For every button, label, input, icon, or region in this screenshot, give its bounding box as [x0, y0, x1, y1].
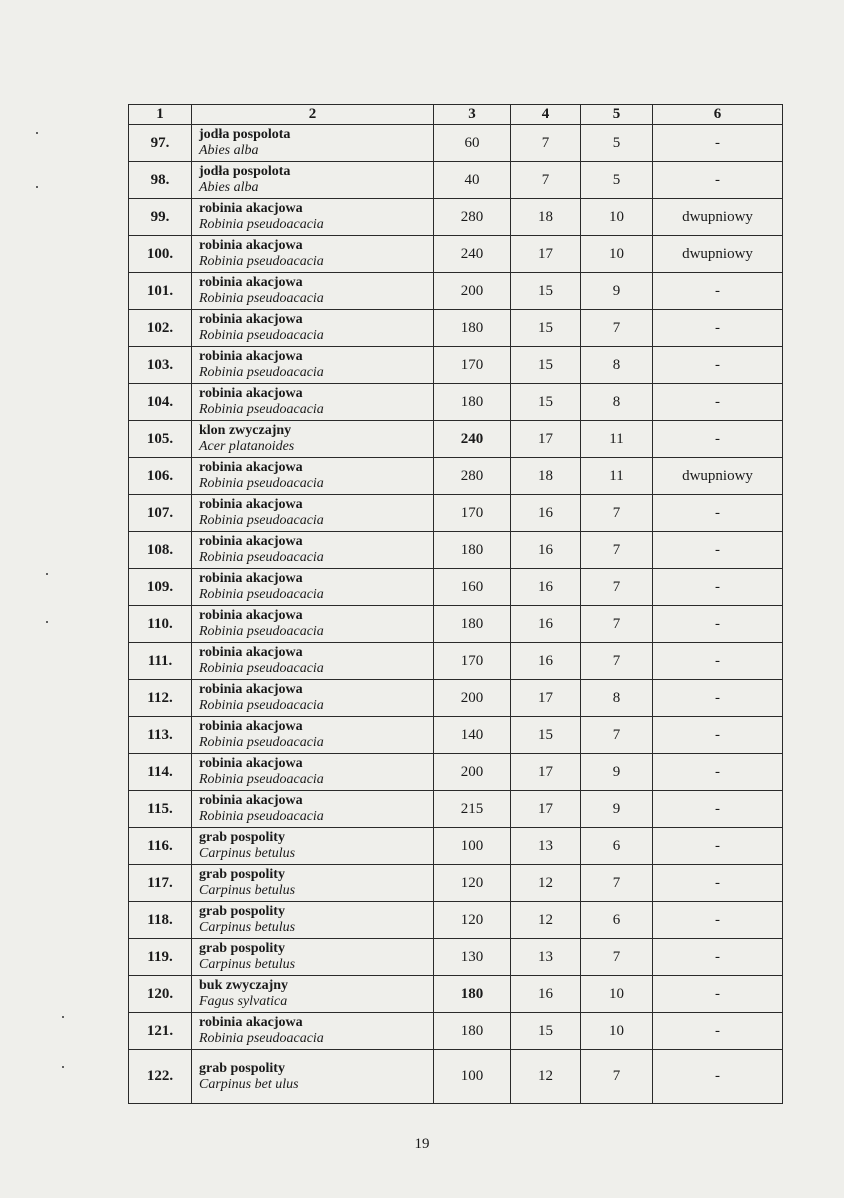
- table-row: [129, 1013, 783, 1050]
- col4-value: 18: [511, 458, 581, 495]
- table-row: [129, 273, 783, 310]
- col6-note: -: [653, 717, 783, 754]
- species-cell: [192, 717, 434, 754]
- row-number: 118.: [129, 902, 192, 939]
- column-header: 5: [581, 105, 653, 125]
- col5-value: 7: [581, 495, 653, 532]
- species-cell: [192, 828, 434, 865]
- col6-note: -: [653, 273, 783, 310]
- species-polish-name: buk zwyczajny: [199, 978, 289, 993]
- species-polish-name: jodła pospolota: [199, 164, 291, 179]
- species-latin-name: Robinia pseudoacacia: [199, 217, 324, 232]
- col3-value: 240: [434, 236, 511, 273]
- row-number: 101.: [129, 273, 192, 310]
- scan-speck: [46, 621, 48, 623]
- col3-value: 200: [434, 754, 511, 791]
- col4-value: 16: [511, 643, 581, 680]
- col4-value: 7: [511, 125, 581, 162]
- species-cell: [192, 384, 434, 421]
- col3-value: 140: [434, 717, 511, 754]
- species-cell: [192, 199, 434, 236]
- col4-value: 15: [511, 310, 581, 347]
- col5-value: 5: [581, 125, 653, 162]
- col3-value: 180: [434, 976, 511, 1013]
- col5-value: 7: [581, 865, 653, 902]
- col5-value: 10: [581, 976, 653, 1013]
- col4-value: 15: [511, 384, 581, 421]
- species-polish-name: robinia akacjowa: [199, 201, 303, 216]
- row-number: 119.: [129, 939, 192, 976]
- species-cell: [192, 125, 434, 162]
- col4-value: 17: [511, 236, 581, 273]
- species-latin-name: Robinia pseudoacacia: [199, 365, 324, 380]
- col3-value: 170: [434, 347, 511, 384]
- table-row: [129, 976, 783, 1013]
- row-number: 120.: [129, 976, 192, 1013]
- col6-note: -: [653, 791, 783, 828]
- species-latin-name: Robinia pseudoacacia: [199, 550, 324, 565]
- col4-value: 17: [511, 680, 581, 717]
- col6-note: -: [653, 754, 783, 791]
- col5-value: 11: [581, 421, 653, 458]
- col3-value: 40: [434, 162, 511, 199]
- col3-value: 170: [434, 495, 511, 532]
- col5-value: 9: [581, 754, 653, 791]
- species-cell: [192, 865, 434, 902]
- col5-value: 7: [581, 717, 653, 754]
- col6-note: -: [653, 384, 783, 421]
- col3-value: 120: [434, 902, 511, 939]
- col5-value: 10: [581, 236, 653, 273]
- col4-value: 16: [511, 606, 581, 643]
- column-header: 3: [434, 105, 511, 125]
- col4-value: 15: [511, 347, 581, 384]
- row-number: 106.: [129, 458, 192, 495]
- col3-value: 180: [434, 384, 511, 421]
- species-latin-name: Robinia pseudoacacia: [199, 587, 324, 602]
- page-number: 19: [414, 1136, 430, 1152]
- col5-value: 7: [581, 532, 653, 569]
- col6-note: -: [653, 421, 783, 458]
- col3-value: 130: [434, 939, 511, 976]
- species-latin-name: Abies alba: [199, 143, 259, 158]
- species-cell: [192, 421, 434, 458]
- row-number: 107.: [129, 495, 192, 532]
- species-cell: [192, 680, 434, 717]
- col6-note: -: [653, 125, 783, 162]
- col4-value: 12: [511, 902, 581, 939]
- species-polish-name: robinia akacjowa: [199, 608, 303, 623]
- col3-value: 240: [434, 421, 511, 458]
- row-number: 99.: [129, 199, 192, 236]
- col4-value: 15: [511, 1013, 581, 1050]
- species-cell: [192, 458, 434, 495]
- column-header: 2: [192, 105, 434, 125]
- species-polish-name: robinia akacjowa: [199, 719, 303, 734]
- row-number: 111.: [129, 643, 192, 680]
- table-row: [129, 495, 783, 532]
- col5-value: 8: [581, 680, 653, 717]
- col3-value: 180: [434, 532, 511, 569]
- col5-value: 5: [581, 162, 653, 199]
- table-row: [129, 384, 783, 421]
- table-row: [129, 828, 783, 865]
- col6-note: -: [653, 680, 783, 717]
- species-latin-name: Carpinus bet ulus: [199, 1076, 299, 1092]
- species-latin-name: Acer platanoides: [199, 439, 295, 454]
- table-row: [129, 569, 783, 606]
- species-polish-name: grab pospolity: [199, 867, 285, 882]
- table-row: [129, 643, 783, 680]
- col6-note: -: [653, 865, 783, 902]
- species-latin-name: Carpinus betulus: [199, 920, 296, 935]
- species-cell: [192, 347, 434, 384]
- col3-value: 120: [434, 865, 511, 902]
- row-number: 109.: [129, 569, 192, 606]
- species-latin-name: Robinia pseudoacacia: [199, 624, 324, 639]
- scan-speck: [62, 1016, 64, 1018]
- species-latin-name: Fagus sylvatica: [199, 994, 288, 1009]
- species-latin-name: Carpinus betulus: [199, 883, 296, 898]
- col6-note: dwupniowy: [653, 199, 783, 236]
- col5-value: 8: [581, 384, 653, 421]
- species-polish-name: robinia akacjowa: [199, 349, 303, 364]
- species-latin-name: Robinia pseudoacacia: [199, 254, 324, 269]
- species-cell: [192, 939, 434, 976]
- table-row: [129, 310, 783, 347]
- column-header: 4: [511, 105, 581, 125]
- col5-value: 9: [581, 791, 653, 828]
- row-number: 114.: [129, 754, 192, 791]
- species-cell: [192, 569, 434, 606]
- species-latin-name: Robinia pseudoacacia: [199, 809, 324, 824]
- table-row: [129, 939, 783, 976]
- species-latin-name: Robinia pseudoacacia: [199, 661, 324, 676]
- species-polish-name: robinia akacjowa: [199, 238, 303, 253]
- table-row: [129, 162, 783, 199]
- species-polish-name: robinia akacjowa: [199, 460, 303, 475]
- table-row: [129, 680, 783, 717]
- table-row: [129, 199, 783, 236]
- species-latin-name: Robinia pseudoacacia: [199, 735, 324, 750]
- species-cell: [192, 643, 434, 680]
- col4-value: 15: [511, 273, 581, 310]
- col5-value: 7: [581, 643, 653, 680]
- col5-value: 10: [581, 1013, 653, 1050]
- row-number: 122.: [129, 1050, 192, 1104]
- species-polish-name: grab pospolity: [199, 1060, 285, 1076]
- species-polish-name: robinia akacjowa: [199, 756, 303, 771]
- col5-value: 6: [581, 828, 653, 865]
- col5-value: 7: [581, 606, 653, 643]
- species-latin-name: Robinia pseudoacacia: [199, 402, 324, 417]
- row-number: 121.: [129, 1013, 192, 1050]
- table-row: [129, 754, 783, 791]
- col4-value: 18: [511, 199, 581, 236]
- col3-value: 200: [434, 273, 511, 310]
- column-header: 1: [129, 105, 192, 125]
- col4-value: 16: [511, 976, 581, 1013]
- tree-inventory-table: [128, 104, 783, 1104]
- table-row: [129, 532, 783, 569]
- col3-value: 215: [434, 791, 511, 828]
- row-number: 117.: [129, 865, 192, 902]
- col6-note: -: [653, 162, 783, 199]
- col3-value: 60: [434, 125, 511, 162]
- species-cell: [192, 1013, 434, 1050]
- table-row: [129, 902, 783, 939]
- species-cell: [192, 273, 434, 310]
- col6-note: dwupniowy: [653, 458, 783, 495]
- col6-note: -: [653, 939, 783, 976]
- col5-value: 11: [581, 458, 653, 495]
- species-polish-name: robinia akacjowa: [199, 682, 303, 697]
- row-number: 100.: [129, 236, 192, 273]
- table-row: [129, 1050, 783, 1104]
- species-cell: [192, 976, 434, 1013]
- species-polish-name: klon zwyczajny: [199, 423, 292, 438]
- col4-value: 17: [511, 791, 581, 828]
- row-number: 113.: [129, 717, 192, 754]
- scan-speck: [62, 1066, 64, 1068]
- species-polish-name: robinia akacjowa: [199, 386, 303, 401]
- col6-note: -: [653, 828, 783, 865]
- row-number: 112.: [129, 680, 192, 717]
- species-latin-name: Robinia pseudoacacia: [199, 291, 324, 306]
- col6-note: -: [653, 606, 783, 643]
- species-cell: [192, 606, 434, 643]
- col3-value: 160: [434, 569, 511, 606]
- col4-value: 16: [511, 532, 581, 569]
- col3-value: 180: [434, 310, 511, 347]
- col6-note: -: [653, 347, 783, 384]
- species-latin-name: Robinia pseudoacacia: [199, 1031, 324, 1046]
- species-latin-name: Robinia pseudoacacia: [199, 328, 324, 343]
- species-polish-name: robinia akacjowa: [199, 275, 303, 290]
- col6-note: -: [653, 310, 783, 347]
- col5-value: 8: [581, 347, 653, 384]
- scan-speck: [46, 573, 48, 575]
- row-number: 98.: [129, 162, 192, 199]
- col6-note: -: [653, 643, 783, 680]
- species-latin-name: Robinia pseudoacacia: [199, 772, 324, 787]
- col5-value: 9: [581, 273, 653, 310]
- species-polish-name: grab pospolity: [199, 941, 285, 956]
- table-row: [129, 717, 783, 754]
- species-polish-name: robinia akacjowa: [199, 1015, 303, 1030]
- col3-value: 180: [434, 606, 511, 643]
- species-polish-name: grab pospolity: [199, 904, 285, 919]
- scan-speck: [36, 186, 38, 188]
- col5-value: 6: [581, 902, 653, 939]
- table-row: [129, 791, 783, 828]
- species-cell: [192, 754, 434, 791]
- col5-value: 7: [581, 939, 653, 976]
- row-number: 108.: [129, 532, 192, 569]
- col5-value: 7: [581, 1050, 653, 1104]
- species-latin-name: Robinia pseudoacacia: [199, 698, 324, 713]
- species-polish-name: robinia akacjowa: [199, 793, 303, 808]
- col4-value: 7: [511, 162, 581, 199]
- col4-value: 12: [511, 865, 581, 902]
- species-cell: [192, 162, 434, 199]
- col6-note: dwupniowy: [653, 236, 783, 273]
- species-cell: [192, 902, 434, 939]
- column-header: 6: [653, 105, 783, 125]
- row-number: 116.: [129, 828, 192, 865]
- species-cell: [192, 495, 434, 532]
- row-number: 97.: [129, 125, 192, 162]
- col4-value: 17: [511, 754, 581, 791]
- species-polish-name: jodła pospolota: [199, 127, 291, 142]
- species-cell: [192, 236, 434, 273]
- col6-note: -: [653, 569, 783, 606]
- table-row: [129, 236, 783, 273]
- table-header-row: [129, 105, 783, 125]
- col3-value: 100: [434, 828, 511, 865]
- species-polish-name: grab pospolity: [199, 830, 285, 845]
- col4-value: 17: [511, 421, 581, 458]
- col5-value: 7: [581, 310, 653, 347]
- col3-value: 180: [434, 1013, 511, 1050]
- table-row: [129, 865, 783, 902]
- species-latin-name: Carpinus betulus: [199, 957, 296, 972]
- species-latin-name: Carpinus betulus: [199, 846, 296, 861]
- col6-note: -: [653, 1050, 783, 1104]
- col3-value: 280: [434, 199, 511, 236]
- col6-note: -: [653, 1013, 783, 1050]
- col3-value: 200: [434, 680, 511, 717]
- col4-value: 13: [511, 828, 581, 865]
- species-polish-name: robinia akacjowa: [199, 497, 303, 512]
- col5-value: 10: [581, 199, 653, 236]
- species-polish-name: robinia akacjowa: [199, 571, 303, 586]
- row-number: 102.: [129, 310, 192, 347]
- col4-value: 13: [511, 939, 581, 976]
- col6-note: -: [653, 532, 783, 569]
- species-polish-name: robinia akacjowa: [199, 534, 303, 549]
- col5-value: 7: [581, 569, 653, 606]
- col3-value: 100: [434, 1050, 511, 1104]
- table-row: [129, 125, 783, 162]
- row-number: 103.: [129, 347, 192, 384]
- row-number: 115.: [129, 791, 192, 828]
- species-latin-name: Abies alba: [199, 180, 259, 195]
- col6-note: -: [653, 902, 783, 939]
- table-row: [129, 421, 783, 458]
- col4-value: 16: [511, 495, 581, 532]
- row-number: 105.: [129, 421, 192, 458]
- table-row: [129, 347, 783, 384]
- species-cell: [192, 1050, 434, 1104]
- species-polish-name: robinia akacjowa: [199, 312, 303, 327]
- species-latin-name: Robinia pseudoacacia: [199, 476, 324, 491]
- table-row: [129, 458, 783, 495]
- col6-note: -: [653, 495, 783, 532]
- col4-value: 16: [511, 569, 581, 606]
- species-cell: [192, 532, 434, 569]
- col4-value: 12: [511, 1050, 581, 1104]
- species-cell: [192, 310, 434, 347]
- row-number: 104.: [129, 384, 192, 421]
- col6-note: -: [653, 976, 783, 1013]
- col4-value: 15: [511, 717, 581, 754]
- scan-speck: [36, 132, 38, 134]
- table-row: [129, 606, 783, 643]
- species-cell: [192, 791, 434, 828]
- col3-value: 280: [434, 458, 511, 495]
- species-latin-name: Robinia pseudoacacia: [199, 513, 324, 528]
- row-number: 110.: [129, 606, 192, 643]
- species-polish-name: robinia akacjowa: [199, 645, 303, 660]
- col3-value: 170: [434, 643, 511, 680]
